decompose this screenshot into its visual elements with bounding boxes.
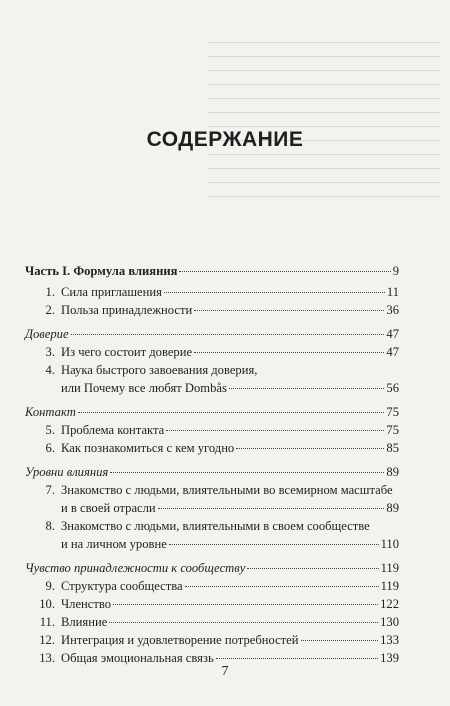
toc-label: Часть I. Формула влияния: [25, 264, 178, 278]
toc-page: 122: [380, 597, 399, 611]
leader-dots: [109, 622, 378, 623]
leader-dots: [110, 472, 384, 473]
toc-label: Сила приглашения: [61, 285, 162, 299]
toc-page: 119: [380, 561, 399, 575]
toc-page: 110: [380, 537, 399, 551]
chapter-number: 5.: [45, 423, 55, 437]
page-title: СОДЕРЖАНИЕ: [146, 128, 304, 151]
chapter-number: 1.: [45, 285, 55, 299]
toc-label: Из чего состоит доверие: [61, 345, 193, 359]
toc-page: 85: [386, 441, 399, 455]
leader-dots: [78, 412, 385, 413]
chapter-number: 9.: [45, 579, 55, 593]
leader-dots: [194, 352, 384, 353]
toc-page: 89: [386, 501, 399, 515]
toc-page: 47: [386, 327, 399, 341]
toc-label: Контакт: [25, 405, 76, 419]
toc-page: 56: [386, 381, 399, 395]
toc-page: 75: [386, 405, 399, 419]
chapter-number: 13.: [39, 651, 55, 665]
toc-chapter-9[interactable]: [25, 577, 399, 595]
toc-chapter-7[interactable]: [25, 481, 399, 517]
toc-label: Проблема контакта: [61, 423, 165, 437]
toc-label: Влияние: [61, 615, 108, 629]
toc-label: Уровни влияния: [25, 465, 109, 479]
leader-dots: [229, 388, 385, 389]
toc-page: 130: [380, 615, 399, 629]
toc-page: 9: [392, 264, 399, 278]
leader-dots: [301, 640, 379, 641]
table-of-contents: [25, 262, 399, 667]
chapter-number: 10.: [39, 597, 55, 611]
leader-dots: [169, 544, 379, 545]
leader-dots: [71, 334, 385, 335]
toc-label: Как познакомиться с кем угодно: [61, 441, 235, 455]
chapter-number: 8.: [45, 519, 55, 533]
toc-chapter-8[interactable]: [25, 517, 399, 553]
toc-page: 139: [380, 651, 399, 665]
toc-label: Структура сообщества: [61, 579, 183, 593]
toc-page: 89: [386, 465, 399, 479]
toc-page: 36: [386, 303, 399, 317]
leader-dots: [113, 604, 378, 605]
toc-part-1[interactable]: [25, 262, 399, 280]
leader-dots: [158, 508, 385, 509]
toc-chapter-2[interactable]: [25, 301, 399, 319]
leader-dots: [247, 568, 378, 569]
toc-label: Польза принадлежности: [61, 303, 193, 317]
leader-dots: [236, 448, 384, 449]
toc-label: Чувство принадлежности к сообществу: [25, 561, 246, 575]
toc-section-trust[interactable]: [25, 325, 399, 343]
chapter-number: 6.: [45, 441, 55, 455]
toc-chapter-12[interactable]: [25, 631, 399, 649]
leader-dots: [179, 271, 390, 272]
toc-label-line1: Знакомство с людьми, влиятельными в своем сообществе: [61, 519, 370, 533]
toc-chapter-6[interactable]: [25, 439, 399, 457]
chapter-number: 4.: [45, 363, 55, 377]
chapter-number: 11.: [39, 615, 55, 629]
page-number: 7: [221, 664, 229, 679]
toc-page: 75: [386, 423, 399, 437]
leader-dots: [164, 292, 385, 293]
toc-label: Общая эмоциональная связь: [61, 651, 214, 665]
leader-dots: [166, 430, 384, 431]
toc-chapter-1[interactable]: [25, 283, 399, 301]
toc-section-contact[interactable]: [25, 403, 399, 421]
chapter-number: 12.: [39, 633, 55, 647]
toc-label-line2: и на личном уровне: [61, 537, 167, 551]
toc-chapter-10[interactable]: [25, 595, 399, 613]
toc-label-line2: или Почему все любят Dombås: [61, 381, 227, 395]
toc-label: Доверие: [25, 327, 69, 341]
toc-section-levels[interactable]: [25, 463, 399, 481]
toc-label-line1: Знакомство с людьми, влиятельными во всемирном масштабе: [61, 483, 393, 497]
toc-page: 47: [386, 345, 399, 359]
toc-label: Членство: [61, 597, 112, 611]
toc-label-line2: и в своей отрасли: [61, 501, 156, 515]
toc-page: 11: [386, 285, 399, 299]
leader-dots: [194, 310, 384, 311]
chapter-number: 7.: [45, 483, 55, 497]
chapter-number: 3.: [45, 345, 55, 359]
toc-page: 119: [380, 579, 399, 593]
toc-chapter-3[interactable]: [25, 343, 399, 361]
toc-label: Интеграция и удовлетворение потребностей: [61, 633, 299, 647]
toc-section-belonging[interactable]: [25, 559, 399, 577]
toc-chapter-11[interactable]: [25, 613, 399, 631]
toc-chapter-4[interactable]: [25, 361, 399, 397]
toc-page: 133: [380, 633, 399, 647]
bleed-through-text: [208, 42, 440, 262]
toc-chapter-5[interactable]: [25, 421, 399, 439]
chapter-number: 2.: [45, 303, 55, 317]
toc-label-line1: Наука быстрого завоевания доверия,: [61, 363, 258, 377]
leader-dots: [185, 586, 379, 587]
leader-dots: [216, 658, 378, 659]
